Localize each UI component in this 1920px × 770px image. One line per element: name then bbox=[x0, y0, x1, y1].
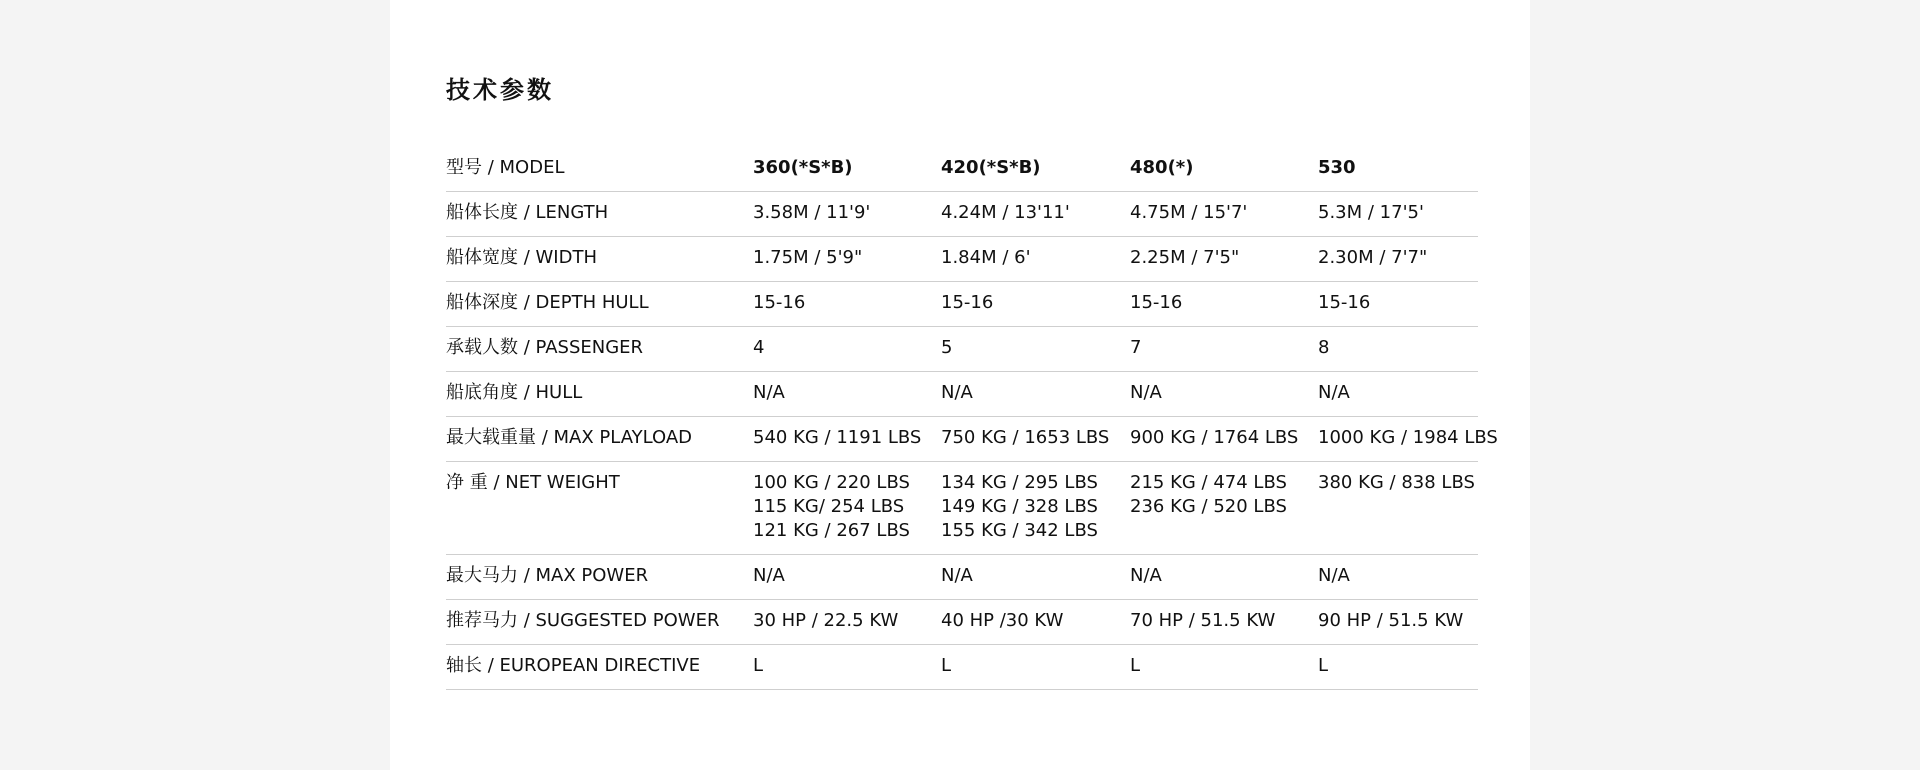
value-line: 134 KG / 295 LBS bbox=[941, 472, 1098, 493]
value-line: 215 KG / 474 LBS bbox=[1130, 472, 1287, 493]
value-cell bbox=[1318, 462, 1478, 555]
value-line: N/A bbox=[1130, 565, 1162, 586]
row-label: 推荐马力 / SUGGESTED POWER bbox=[446, 600, 753, 645]
value-cell bbox=[1318, 417, 1498, 462]
value-cell bbox=[941, 327, 1130, 372]
value-cell bbox=[753, 462, 941, 555]
value-line: 3.58M / 11'9' bbox=[753, 202, 871, 223]
value-cell bbox=[1130, 645, 1318, 690]
value-cell bbox=[941, 237, 1130, 282]
value-line: N/A bbox=[1130, 382, 1162, 403]
value-line: 4.75M / 15'7' bbox=[1130, 202, 1248, 223]
value-line: 15-16 bbox=[753, 292, 806, 313]
value-line: 2.30M / 7'7" bbox=[1318, 247, 1428, 268]
row-label: 承载人数 / PASSENGER bbox=[446, 327, 753, 372]
table-row bbox=[446, 327, 1478, 372]
value-line: 4.24M / 13'11' bbox=[941, 202, 1070, 223]
model-name: 530 bbox=[1318, 146, 1478, 192]
row-label: 船体宽度 / WIDTH bbox=[446, 237, 753, 282]
value-line: N/A bbox=[1318, 382, 1350, 403]
value-line: L bbox=[1130, 655, 1141, 676]
table-row bbox=[446, 462, 1478, 555]
value-cell bbox=[753, 327, 941, 372]
value-line: 90 HP / 51.5 KW bbox=[1318, 610, 1464, 631]
model-name: 360(*S*B) bbox=[753, 146, 941, 192]
value-line: N/A bbox=[753, 382, 785, 403]
value-cell bbox=[941, 600, 1130, 645]
value-cell bbox=[753, 192, 941, 237]
value-line: 121 KG / 267 LBS bbox=[753, 520, 910, 541]
value-line: 1.75M / 5'9" bbox=[753, 247, 863, 268]
value-line: 155 KG / 342 LBS bbox=[941, 520, 1098, 541]
value-line: N/A bbox=[941, 382, 973, 403]
row-label: 最大马力 / MAX POWER bbox=[446, 555, 753, 600]
value-cell bbox=[941, 462, 1130, 555]
value-cell bbox=[753, 372, 941, 417]
value-line: 30 HP / 22.5 KW bbox=[753, 610, 899, 631]
value-cell bbox=[1318, 237, 1478, 282]
value-line: 70 HP / 51.5 KW bbox=[1130, 610, 1276, 631]
content-panel bbox=[390, 0, 1530, 770]
value-line: 5 bbox=[941, 337, 953, 358]
value-line: 750 KG / 1653 LBS bbox=[941, 427, 1110, 448]
table-row bbox=[446, 417, 1478, 462]
value-cell bbox=[941, 372, 1130, 417]
value-line: 15-16 bbox=[1130, 292, 1183, 313]
value-cell bbox=[1318, 372, 1478, 417]
value-cell bbox=[753, 417, 941, 462]
value-line: 5.3M / 17'5' bbox=[1318, 202, 1424, 223]
value-line: N/A bbox=[753, 565, 785, 586]
value-line: 40 HP /30 KW bbox=[941, 610, 1064, 631]
model-name: 480(*) bbox=[1130, 146, 1318, 192]
value-cell bbox=[753, 237, 941, 282]
value-line: 900 KG / 1764 LBS bbox=[1130, 427, 1299, 448]
value-cell bbox=[1130, 462, 1318, 555]
value-line: 1000 KG / 1984 LBS bbox=[1318, 427, 1498, 448]
table-row bbox=[446, 372, 1478, 417]
value-cell bbox=[1130, 555, 1318, 600]
value-line: 149 KG / 328 LBS bbox=[941, 496, 1098, 517]
model-name: 420(*S*B) bbox=[941, 146, 1130, 192]
spec-table bbox=[446, 146, 1498, 690]
value-line: 4 bbox=[753, 337, 765, 358]
table-row bbox=[446, 645, 1478, 690]
value-line: N/A bbox=[941, 565, 973, 586]
value-cell bbox=[1318, 282, 1478, 327]
value-cell bbox=[1130, 600, 1318, 645]
table-header-row bbox=[446, 146, 1478, 192]
table-row bbox=[446, 192, 1478, 237]
value-cell bbox=[753, 282, 941, 327]
value-line: L bbox=[753, 655, 764, 676]
value-cell bbox=[941, 192, 1130, 237]
value-cell bbox=[941, 417, 1130, 462]
value-cell bbox=[753, 555, 941, 600]
value-cell bbox=[753, 600, 941, 645]
value-line: 15-16 bbox=[1318, 292, 1371, 313]
value-cell bbox=[1318, 192, 1478, 237]
value-line: 8 bbox=[1318, 337, 1330, 358]
value-cell bbox=[753, 645, 941, 690]
row-label: 船体长度 / LENGTH bbox=[446, 192, 753, 237]
value-cell bbox=[941, 645, 1130, 690]
value-line: 15-16 bbox=[941, 292, 994, 313]
section-title: 技术参数 bbox=[446, 76, 554, 104]
table-row bbox=[446, 282, 1478, 327]
value-cell bbox=[1130, 417, 1318, 462]
value-cell bbox=[1130, 237, 1318, 282]
value-line: 540 KG / 1191 LBS bbox=[753, 427, 922, 448]
value-line: 100 KG / 220 LBS bbox=[753, 472, 910, 493]
table-row bbox=[446, 555, 1478, 600]
row-label: 最大载重量 / MAX PLAYLOAD bbox=[446, 417, 753, 462]
value-cell bbox=[1318, 600, 1478, 645]
value-cell bbox=[1318, 327, 1478, 372]
table-row bbox=[446, 237, 1478, 282]
row-label: 船底角度 / HULL bbox=[446, 372, 753, 417]
row-label: 型号 / MODEL bbox=[446, 146, 753, 192]
value-line: 7 bbox=[1130, 337, 1142, 358]
row-label: 船体深度 / DEPTH HULL bbox=[446, 282, 753, 327]
value-cell bbox=[1130, 327, 1318, 372]
value-line: 115 KG/ 254 LBS bbox=[753, 496, 905, 517]
value-line: 2.25M / 7'5" bbox=[1130, 247, 1240, 268]
value-cell bbox=[1130, 192, 1318, 237]
value-cell bbox=[1318, 555, 1478, 600]
value-cell bbox=[941, 555, 1130, 600]
value-line: L bbox=[941, 655, 952, 676]
table-row bbox=[446, 600, 1478, 645]
value-line: L bbox=[1318, 655, 1329, 676]
value-cell bbox=[1318, 645, 1478, 690]
value-cell bbox=[1130, 372, 1318, 417]
row-label: 轴长 / EUROPEAN DIRECTIVE bbox=[446, 645, 753, 690]
value-cell bbox=[1130, 282, 1318, 327]
value-line: 1.84M / 6' bbox=[941, 247, 1031, 268]
row-label: 净 重 / NET WEIGHT bbox=[446, 462, 753, 555]
value-cell bbox=[941, 282, 1130, 327]
value-line: 380 KG / 838 LBS bbox=[1318, 472, 1475, 493]
value-line: 236 KG / 520 LBS bbox=[1130, 496, 1287, 517]
value-line: N/A bbox=[1318, 565, 1350, 586]
